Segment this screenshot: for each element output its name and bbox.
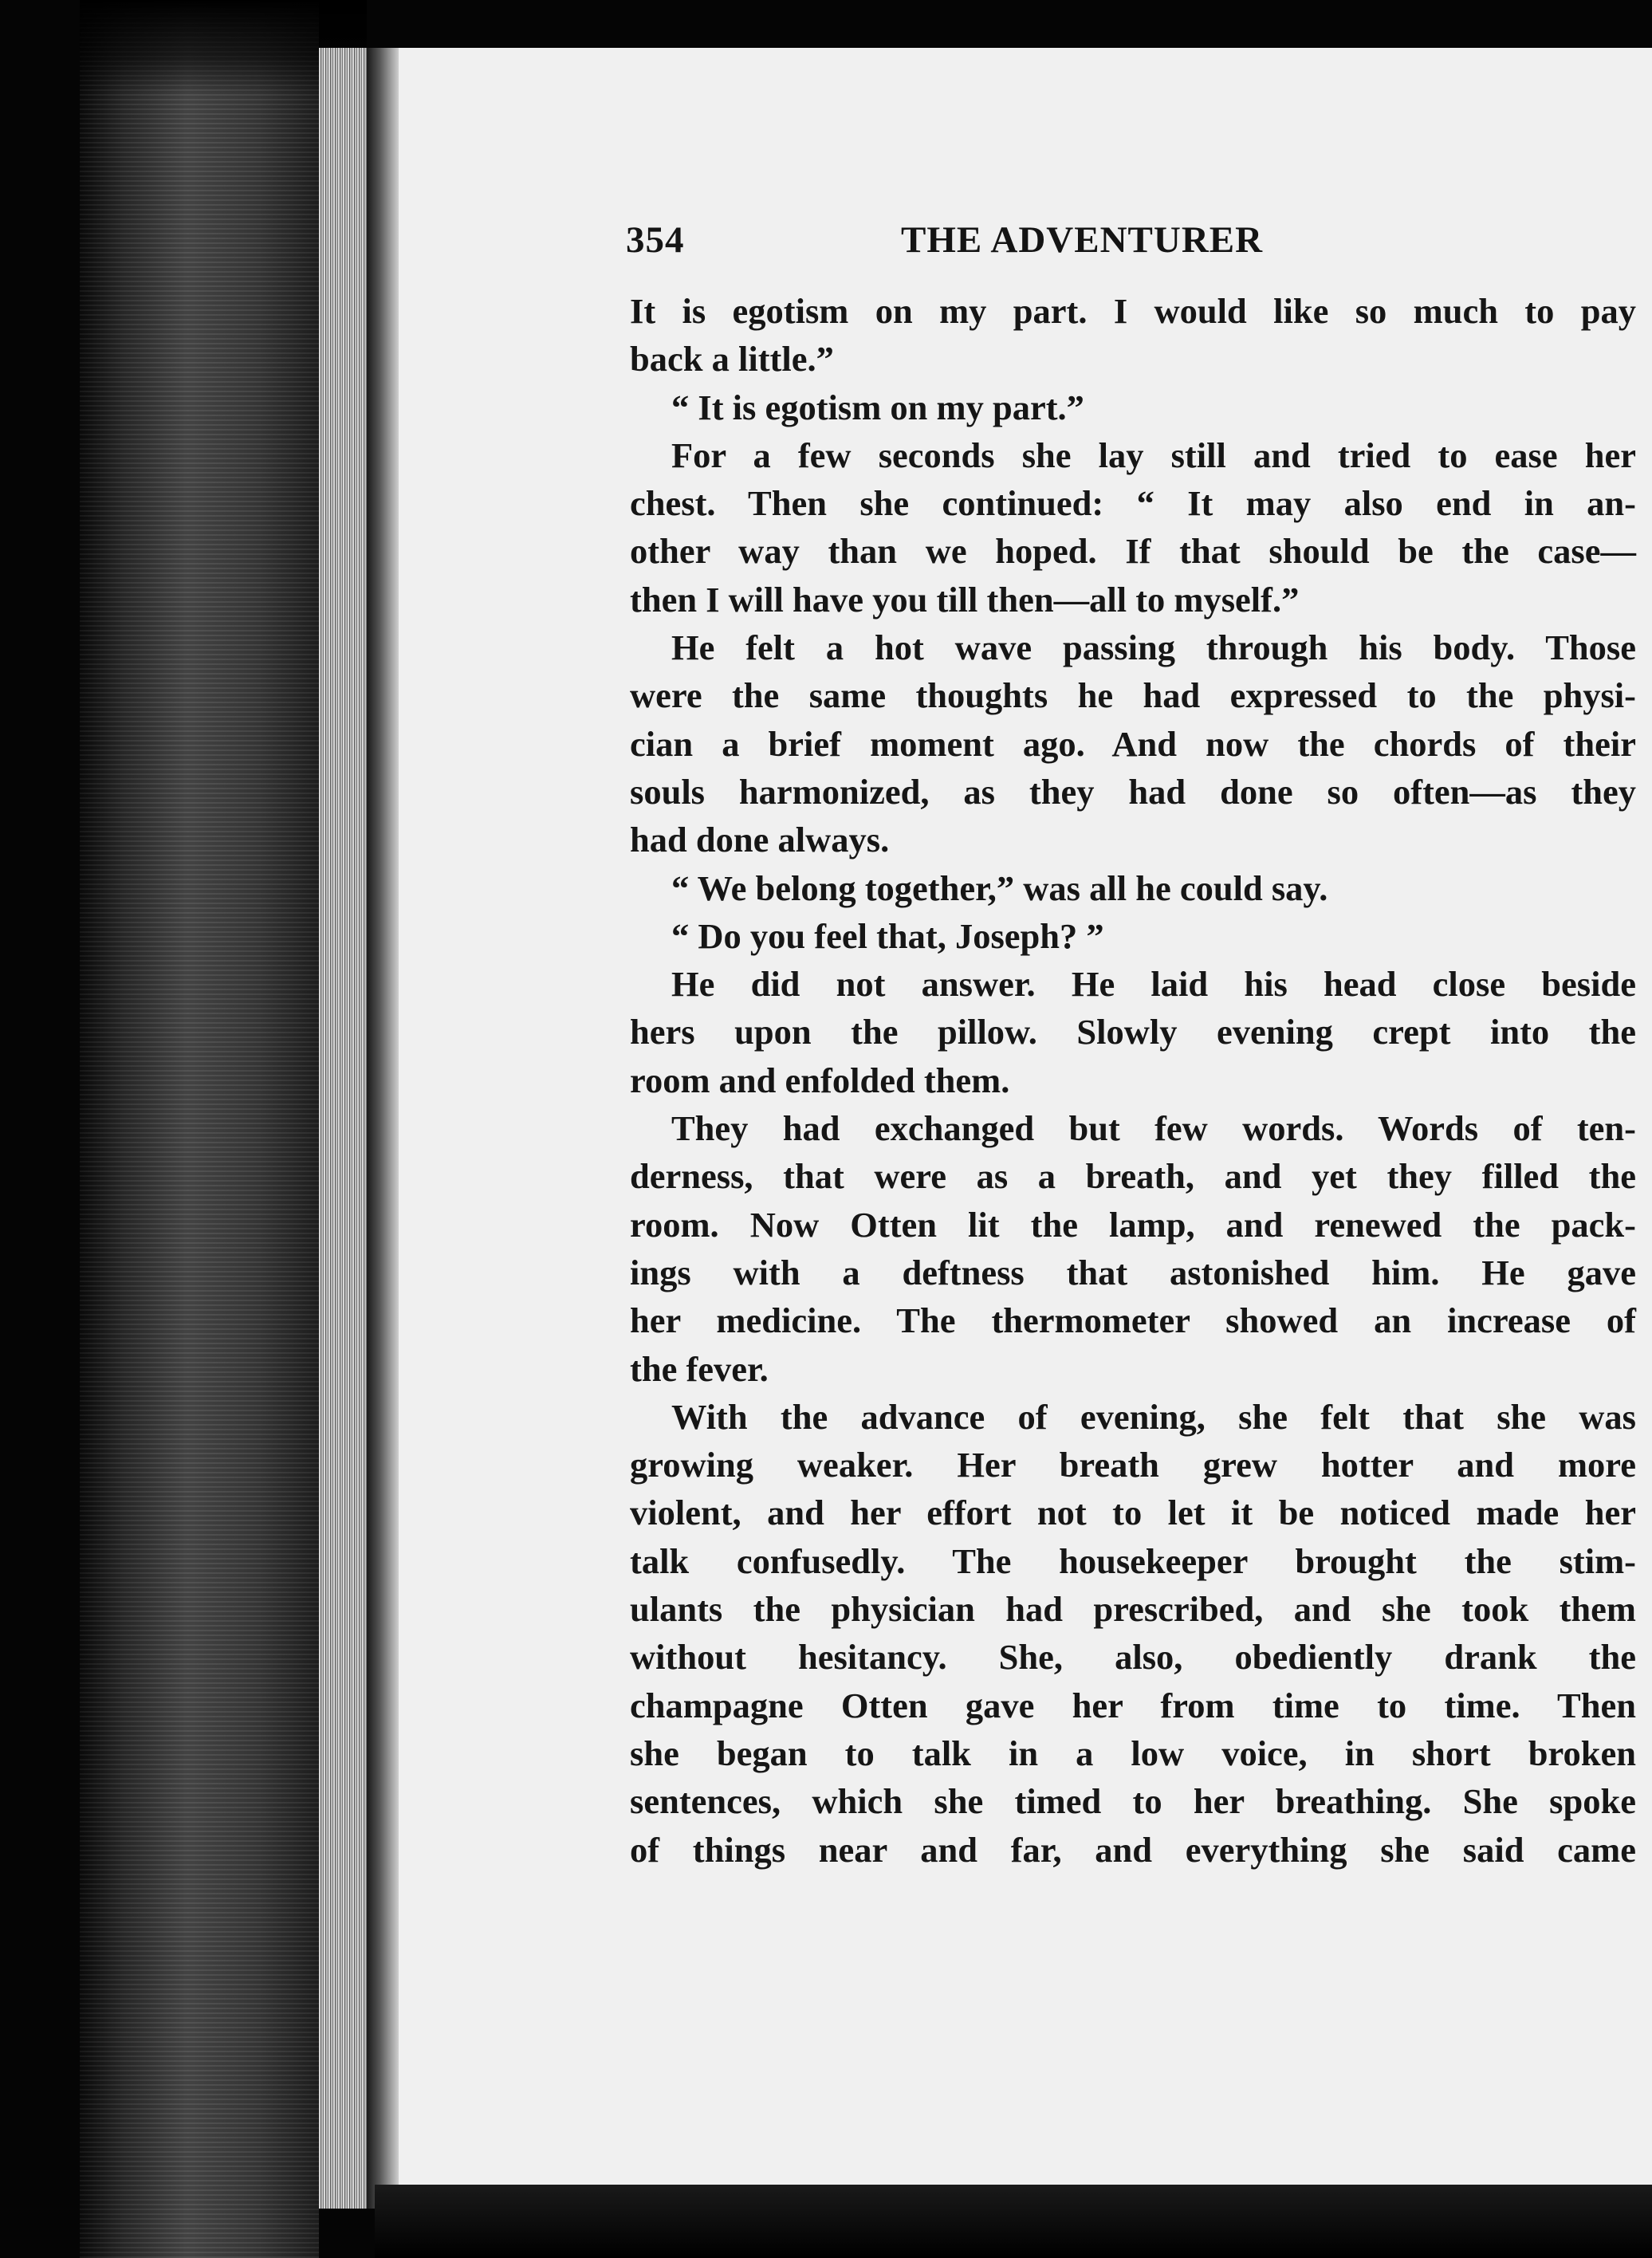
- text-line: “ It is egotism on my part.”: [671, 387, 1084, 427]
- text-line: souls harmonized, as they had done so often—as they: [630, 771, 1636, 812]
- page-bottom-shadow: [375, 2185, 1652, 2258]
- text-line: sentences, which she timed to her breathing. She spoke: [630, 1781, 1636, 1822]
- text-line: violent, and her effort not to let it be noticed made her: [630, 1493, 1636, 1533]
- text-line: “ Do you feel that, Joseph? ”: [671, 915, 1104, 956]
- text-line: talk confusedly. The housekeeper brought the stim-: [630, 1540, 1636, 1581]
- text-line: They had exchanged but few words. Words of ten-: [671, 1108, 1636, 1149]
- gutter-shadow: [367, 48, 399, 2209]
- text-line: other way than we hoped. If that should be the case—: [630, 531, 1636, 572]
- text-line: “ We belong together,” was all he could say.: [671, 867, 1328, 908]
- text-line: then I will have you till then—all to myself.”: [630, 579, 1300, 620]
- running-title: THE ADVENTURER: [901, 219, 1264, 261]
- text-line: chest. Then she continued: “ It may also end in an-: [630, 483, 1636, 524]
- text-line: without hesitancy. She, also, obediently drank the: [630, 1637, 1636, 1678]
- text-line: hers upon the pillow. Slowly evening crept into the: [630, 1012, 1636, 1052]
- text-line: room. Now Otten lit the lamp, and renewed the pack-: [630, 1204, 1636, 1245]
- text-line: cian a brief moment ago. And now the chords of their: [630, 723, 1636, 764]
- page-number: 354: [626, 219, 685, 261]
- text-line: her medicine. The thermometer showed an increase of: [630, 1300, 1636, 1341]
- text-line: had done always.: [630, 820, 890, 860]
- text-line: He felt a hot wave passing through his body. Those: [671, 627, 1636, 668]
- text-line: room and enfolded them.: [630, 1060, 1010, 1100]
- text-line: derness, that were as a breath, and yet they filled the: [630, 1156, 1636, 1197]
- text-line: she began to talk in a low voice, in short broken: [630, 1733, 1636, 1773]
- text-line: of things near and far, and everything she said came: [630, 1829, 1636, 1870]
- text-line: back a little.”: [630, 339, 834, 380]
- text-line: ulants the physician had prescribed, and she took them: [630, 1589, 1636, 1630]
- text-line: He did not answer. He laid his head close beside: [671, 964, 1636, 1005]
- text-line: For a few seconds she lay still and tried to ease her: [671, 435, 1636, 475]
- text-line: were the same thoughts he had expressed to the physi-: [630, 675, 1636, 716]
- text-line: growing weaker. Her breath grew hotter and more: [630, 1445, 1636, 1485]
- text-line: the fever.: [630, 1348, 769, 1389]
- text-line: It is egotism on my part. I would like so much to pay: [630, 291, 1636, 331]
- body-text: [630, 287, 1636, 1874]
- text-line: With the advance of evening, she felt that she was: [671, 1396, 1636, 1437]
- text-line: champagne Otten gave her from time to time. Then: [630, 1685, 1636, 1725]
- book-spine: [80, 0, 319, 2258]
- running-head: [626, 218, 1652, 274]
- text-line: ings with a deftness that astonished him. He gave: [630, 1252, 1636, 1292]
